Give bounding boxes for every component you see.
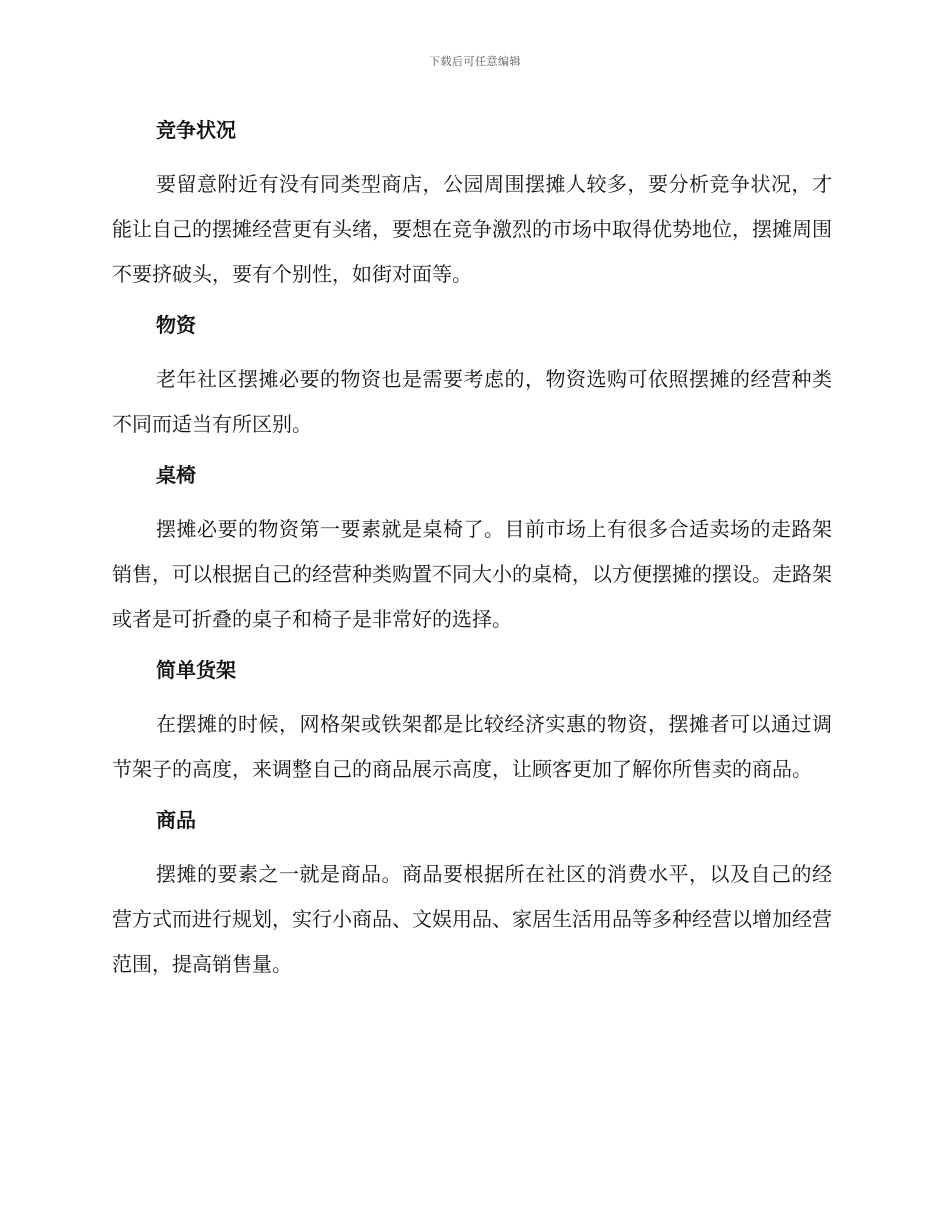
- section-tables-chairs: [112, 455, 832, 642]
- section-paragraph: 在摆摊的时候，网格架或铁架都是比较经济实惠的物资，摆摊者可以通过调节架子的高度，来调整自己的商品展示高度，让顾客更加了解你所售卖的商品。: [112, 712, 832, 781]
- section-paragraph: 摆摊的要素之一就是商品。商品要根据所在社区的消费水平，以及自己的经营方式而进行规划，实行小商品、文娱用品、家居生活用品等多种经营以增加经营范围，提高销售量。: [112, 862, 832, 976]
- section-heading: 物资: [156, 313, 196, 337]
- header-note: 下载后可任意编辑: [429, 55, 521, 68]
- section-competition: [112, 110, 832, 297]
- section-heading: 商品: [156, 808, 196, 832]
- section-goods: [112, 800, 832, 987]
- section-supplies: [112, 305, 832, 447]
- section-heading: 桌椅: [156, 463, 196, 487]
- section-paragraph: 摆摊必要的物资第一要素就是桌椅了。目前市场上有很多合适卖场的走路架销售，可以根据自己的经营种类购置不同大小的桌椅，以方便摆摊的摆设。走路架或者是可折叠的桌子和椅子是非常好的选择。: [112, 517, 832, 631]
- section-heading: 竞争状况: [156, 118, 236, 142]
- section-heading: 简单货架: [156, 658, 236, 682]
- section-paragraph: 要留意附近有没有同类型商店，公园周围摆摊人较多，要分析竞争状况，才能让自己的摆摊经营更有头绪，要想在竞争激烈的市场中取得优势地位，摆摊周围不要挤破头，要有个别性，如街对面等。: [112, 172, 832, 286]
- document-content: [112, 110, 832, 987]
- section-shelves: [112, 650, 832, 792]
- section-paragraph: 老年社区摆摊必要的物资也是需要考虑的，物资选购可依照摆摊的经营种类不同而适当有所区别。: [112, 367, 832, 436]
